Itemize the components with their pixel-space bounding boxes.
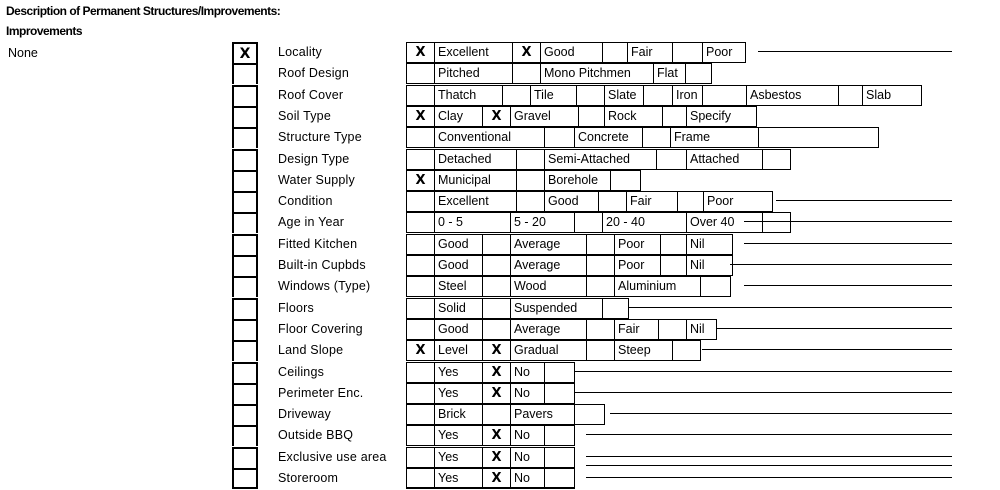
option-checkbox[interactable] bbox=[586, 276, 615, 297]
option-label: Gradual bbox=[510, 340, 587, 361]
option-label: Brick bbox=[434, 404, 483, 425]
option-label: Nil bbox=[686, 234, 733, 255]
checkbox-mark bbox=[234, 257, 256, 276]
row-checkbox[interactable] bbox=[232, 425, 258, 446]
row-label: Outside BBQ bbox=[278, 428, 354, 443]
option-checkbox[interactable] bbox=[544, 127, 575, 148]
option-checkbox[interactable] bbox=[406, 191, 435, 212]
checkbox-mark bbox=[234, 385, 256, 404]
checkbox-mark bbox=[234, 87, 256, 106]
row-checkbox[interactable] bbox=[232, 340, 258, 361]
option-checkbox[interactable] bbox=[758, 127, 879, 148]
option-label: Steel bbox=[434, 276, 483, 297]
option-label: Yes bbox=[434, 425, 483, 446]
checkbox-mark bbox=[234, 406, 256, 425]
option-checkbox[interactable] bbox=[602, 298, 629, 319]
option-label: Fair bbox=[627, 42, 673, 63]
option-checkbox[interactable]: X bbox=[406, 42, 435, 63]
option-label: Frame bbox=[670, 127, 759, 148]
form-row bbox=[0, 63, 1000, 84]
option-label: Concrete bbox=[574, 127, 643, 148]
row-checkbox[interactable] bbox=[232, 468, 258, 489]
option-checkbox[interactable] bbox=[482, 319, 511, 340]
form-row bbox=[0, 212, 1000, 233]
option-label: Good bbox=[434, 319, 483, 340]
option-checkbox[interactable] bbox=[406, 63, 435, 84]
row-checkbox[interactable] bbox=[232, 362, 258, 383]
form-row bbox=[0, 42, 1000, 63]
comment-line[interactable] bbox=[628, 307, 952, 308]
checkbox-mark bbox=[234, 214, 256, 233]
form-row bbox=[0, 425, 1000, 446]
comment-line[interactable] bbox=[574, 371, 952, 372]
option-label: 5 - 20 bbox=[510, 212, 575, 233]
checkbox-mark bbox=[234, 65, 256, 84]
option-checkbox[interactable]: X bbox=[482, 362, 511, 383]
option-label: No bbox=[510, 362, 545, 383]
form-row bbox=[0, 255, 1000, 276]
form-row bbox=[0, 340, 1000, 361]
option-label: Good bbox=[434, 255, 483, 276]
option-label: Attached bbox=[686, 149, 763, 170]
row-label: Age in Year bbox=[278, 215, 345, 230]
row-label: Windows (Type) bbox=[278, 279, 371, 294]
option-checkbox[interactable] bbox=[660, 255, 687, 276]
option-checkbox[interactable] bbox=[656, 149, 687, 170]
option-label: Fair bbox=[614, 319, 659, 340]
option-checkbox[interactable] bbox=[482, 276, 511, 297]
option-checkbox[interactable] bbox=[762, 149, 791, 170]
option-checkbox[interactable] bbox=[406, 255, 435, 276]
option-checkbox[interactable] bbox=[672, 340, 701, 361]
option-label: Excellent bbox=[434, 42, 513, 63]
option-checkbox[interactable] bbox=[502, 85, 531, 106]
option-label: Flat bbox=[653, 63, 686, 84]
option-checkbox[interactable] bbox=[574, 404, 605, 425]
option-label: Slate bbox=[604, 85, 644, 106]
option-label: 0 - 5 bbox=[434, 212, 511, 233]
option-checkbox[interactable] bbox=[574, 212, 603, 233]
option-checkbox[interactable]: X bbox=[406, 170, 435, 191]
section-subtitle: Improvements bbox=[6, 24, 83, 38]
option-checkbox[interactable] bbox=[406, 276, 435, 297]
row-checkbox[interactable] bbox=[232, 212, 258, 233]
row-label: Built-in Cupbds bbox=[278, 258, 366, 272]
option-checkbox[interactable] bbox=[672, 42, 703, 63]
checkbox-mark bbox=[234, 300, 256, 319]
option-checkbox[interactable]: X bbox=[482, 447, 511, 468]
option-checkbox[interactable] bbox=[598, 191, 627, 212]
option-label: Mono Pitchmen bbox=[540, 63, 654, 84]
row-checkbox[interactable] bbox=[232, 127, 258, 148]
option-checkbox[interactable] bbox=[512, 63, 541, 84]
option-checkbox[interactable] bbox=[482, 404, 511, 425]
form-row bbox=[0, 191, 1000, 212]
row-label: Soil Type bbox=[278, 108, 331, 123]
checkbox-mark: X bbox=[239, 45, 251, 62]
option-label: Average bbox=[510, 319, 587, 340]
row-checkbox[interactable] bbox=[232, 42, 258, 63]
option-checkbox[interactable] bbox=[482, 298, 511, 319]
option-checkbox[interactable] bbox=[516, 149, 545, 170]
option-checkbox[interactable]: X bbox=[406, 106, 435, 127]
row-checkbox[interactable] bbox=[232, 170, 258, 191]
option-label: Poor bbox=[703, 191, 773, 212]
option-checkbox[interactable]: X bbox=[482, 106, 511, 127]
option-label: Pavers bbox=[510, 404, 575, 425]
checkbox-mark bbox=[234, 151, 256, 170]
checkbox-mark bbox=[234, 278, 256, 297]
option-label: Average bbox=[510, 255, 587, 276]
row-label: Fitted Kitchen bbox=[278, 236, 358, 251]
option-label: Yes bbox=[434, 447, 483, 468]
option-label: Level bbox=[434, 340, 483, 361]
comment-line[interactable] bbox=[610, 413, 952, 414]
form-row bbox=[0, 468, 1000, 489]
checkbox-mark bbox=[234, 427, 256, 446]
option-checkbox[interactable] bbox=[406, 383, 435, 404]
row-checkbox[interactable] bbox=[232, 63, 258, 84]
option-label: Tile bbox=[530, 85, 577, 106]
row-checkbox[interactable] bbox=[232, 106, 258, 127]
option-checkbox[interactable] bbox=[700, 276, 731, 297]
option-checkbox[interactable] bbox=[586, 340, 615, 361]
option-label: Good bbox=[434, 234, 483, 255]
row-label: Roof Cover bbox=[278, 87, 344, 102]
row-label: Water Supply bbox=[278, 172, 355, 187]
option-checkbox[interactable] bbox=[610, 170, 641, 191]
comment-line[interactable] bbox=[574, 392, 952, 393]
option-label: Poor bbox=[702, 42, 746, 63]
row-label: Exclusive use area bbox=[278, 449, 387, 464]
option-checkbox[interactable] bbox=[544, 362, 575, 383]
checkbox-mark bbox=[234, 470, 256, 487]
option-checkbox[interactable] bbox=[406, 425, 435, 446]
checkbox-mark bbox=[234, 129, 256, 148]
option-checkbox[interactable] bbox=[602, 42, 628, 63]
row-label: Design Type bbox=[278, 151, 350, 166]
row-label: Condition bbox=[278, 194, 333, 209]
option-checkbox[interactable] bbox=[544, 447, 575, 468]
comment-line[interactable] bbox=[716, 328, 952, 329]
option-label: Good bbox=[544, 191, 599, 212]
option-label: Rock bbox=[604, 106, 663, 127]
comment-line[interactable] bbox=[744, 243, 952, 244]
option-checkbox[interactable] bbox=[406, 319, 435, 340]
option-label: Semi-Attached bbox=[544, 149, 657, 170]
option-checkbox[interactable] bbox=[660, 234, 687, 255]
option-checkbox[interactable] bbox=[406, 447, 435, 468]
form-row bbox=[0, 276, 1000, 297]
form-row bbox=[0, 319, 1000, 340]
form-row bbox=[0, 404, 1000, 425]
option-checkbox[interactable] bbox=[516, 191, 545, 212]
option-label: Specify bbox=[686, 106, 757, 127]
option-checkbox[interactable] bbox=[544, 468, 575, 489]
option-label: Thatch bbox=[434, 85, 503, 106]
row-label: Floors bbox=[278, 300, 314, 315]
option-checkbox[interactable] bbox=[406, 298, 435, 319]
option-checkbox[interactable] bbox=[838, 85, 863, 106]
option-label: Yes bbox=[434, 383, 483, 404]
option-label: Asbestos bbox=[746, 85, 839, 106]
option-checkbox[interactable]: X bbox=[482, 425, 511, 446]
checkbox-mark bbox=[234, 193, 256, 212]
option-label: Poor bbox=[614, 255, 661, 276]
option-checkbox[interactable] bbox=[586, 255, 615, 276]
form-row bbox=[0, 127, 1000, 148]
option-label: No bbox=[510, 468, 545, 489]
option-checkbox[interactable] bbox=[578, 106, 605, 127]
option-label: No bbox=[510, 425, 545, 446]
option-checkbox[interactable] bbox=[406, 404, 435, 425]
option-checkbox[interactable] bbox=[643, 85, 673, 106]
option-checkbox[interactable] bbox=[482, 255, 511, 276]
comment-line[interactable] bbox=[702, 349, 952, 350]
option-checkbox[interactable] bbox=[406, 212, 435, 233]
option-label: Fair bbox=[626, 191, 678, 212]
checkbox-mark bbox=[234, 172, 256, 191]
option-label: Steep bbox=[614, 340, 673, 361]
row-label: Ceilings bbox=[278, 364, 325, 379]
row-label: Storeroom bbox=[278, 471, 339, 485]
option-checkbox[interactable]: X bbox=[482, 340, 511, 361]
option-label: Excellent bbox=[434, 191, 517, 212]
option-label: Clay bbox=[434, 106, 483, 127]
comment-line[interactable] bbox=[586, 477, 952, 478]
option-label: Conventional bbox=[434, 127, 545, 148]
option-label: Yes bbox=[434, 468, 483, 489]
checkbox-mark bbox=[234, 342, 256, 361]
row-checkbox[interactable] bbox=[232, 276, 258, 297]
row-checkbox[interactable] bbox=[232, 298, 258, 319]
checkbox-mark bbox=[234, 364, 256, 383]
option-checkbox[interactable] bbox=[677, 191, 704, 212]
option-checkbox[interactable] bbox=[406, 362, 435, 383]
option-checkbox[interactable] bbox=[658, 319, 687, 340]
comment-line[interactable] bbox=[586, 456, 952, 457]
option-checkbox[interactable] bbox=[662, 106, 687, 127]
form-row bbox=[0, 170, 1000, 191]
row-label: Floor Covering bbox=[278, 321, 363, 336]
option-label: Slab bbox=[862, 85, 922, 106]
option-checkbox[interactable] bbox=[406, 468, 435, 489]
option-label: Municipal bbox=[434, 170, 517, 191]
option-checkbox[interactable] bbox=[586, 234, 615, 255]
option-label: Wood bbox=[510, 276, 587, 297]
option-checkbox[interactable] bbox=[576, 85, 605, 106]
form-row bbox=[0, 85, 1000, 106]
option-checkbox[interactable]: X bbox=[482, 468, 511, 489]
comment-line[interactable] bbox=[744, 221, 952, 222]
form-row bbox=[0, 149, 1000, 170]
comment-line[interactable] bbox=[776, 200, 952, 201]
option-checkbox[interactable] bbox=[482, 234, 511, 255]
comment-line[interactable] bbox=[744, 285, 952, 286]
row-checkbox[interactable] bbox=[232, 85, 258, 106]
option-checkbox[interactable] bbox=[762, 212, 791, 233]
option-label: Detached bbox=[434, 149, 517, 170]
row-checkbox[interactable] bbox=[232, 383, 258, 404]
option-checkbox[interactable] bbox=[544, 425, 575, 446]
option-checkbox[interactable] bbox=[406, 234, 435, 255]
option-label: Nil bbox=[686, 319, 717, 340]
form-row bbox=[0, 298, 1000, 319]
option-checkbox[interactable]: X bbox=[512, 42, 541, 63]
row-checkbox[interactable] bbox=[232, 404, 258, 425]
option-label: Borehole bbox=[544, 170, 611, 191]
form-row bbox=[0, 362, 1000, 383]
form-row bbox=[0, 447, 1000, 468]
option-label: Nil bbox=[686, 255, 733, 276]
row-label: Driveway bbox=[278, 407, 331, 422]
section-title: Description of Permanent Structures/Improvements: bbox=[6, 4, 281, 18]
row-checkbox[interactable] bbox=[232, 447, 258, 468]
row-checkbox[interactable] bbox=[232, 319, 258, 340]
checkbox-mark bbox=[234, 449, 256, 468]
option-label: Pitched bbox=[434, 63, 513, 84]
comment-line[interactable] bbox=[586, 465, 952, 466]
option-checkbox[interactable] bbox=[586, 319, 615, 340]
checkbox-mark bbox=[234, 321, 256, 340]
option-label: Good bbox=[540, 42, 603, 63]
option-label: Yes bbox=[434, 362, 483, 383]
option-label: Aluminium bbox=[614, 276, 701, 297]
option-label: 20 - 40 bbox=[602, 212, 687, 233]
row-checkbox[interactable] bbox=[232, 234, 258, 255]
option-checkbox[interactable] bbox=[406, 149, 435, 170]
row-checkbox[interactable] bbox=[232, 191, 258, 212]
improvements-value: None bbox=[8, 46, 38, 60]
option-label: No bbox=[510, 383, 545, 404]
option-checkbox[interactable]: X bbox=[482, 383, 511, 404]
option-checkbox[interactable] bbox=[406, 127, 435, 148]
row-label: Land Slope bbox=[278, 343, 344, 358]
comment-line[interactable] bbox=[586, 434, 952, 435]
option-label: Over 40 bbox=[686, 212, 763, 233]
option-label: Suspended bbox=[510, 298, 603, 319]
option-checkbox[interactable] bbox=[642, 127, 671, 148]
option-label: Solid bbox=[434, 298, 483, 319]
form-row bbox=[0, 383, 1000, 404]
option-label: No bbox=[510, 447, 545, 468]
form-row bbox=[0, 106, 1000, 127]
option-checkbox[interactable] bbox=[406, 85, 435, 106]
comment-line[interactable] bbox=[758, 51, 952, 52]
form-row bbox=[0, 234, 1000, 255]
row-checkbox[interactable] bbox=[232, 149, 258, 170]
checkbox-mark bbox=[234, 108, 256, 127]
row-checkbox[interactable] bbox=[232, 255, 258, 276]
option-label: Gravel bbox=[510, 106, 579, 127]
row-label: Locality bbox=[278, 45, 322, 59]
option-checkbox[interactable] bbox=[685, 63, 712, 84]
option-checkbox[interactable] bbox=[544, 383, 575, 404]
option-checkbox[interactable] bbox=[702, 85, 747, 106]
option-label: Average bbox=[510, 234, 587, 255]
row-label: Roof Design bbox=[278, 66, 349, 81]
comment-line[interactable] bbox=[730, 264, 952, 265]
option-checkbox[interactable]: X bbox=[406, 340, 435, 361]
row-label: Perimeter Enc. bbox=[278, 385, 364, 400]
option-checkbox[interactable] bbox=[516, 170, 545, 191]
checkbox-mark bbox=[234, 236, 256, 255]
option-label: Poor bbox=[614, 234, 661, 255]
option-label: Iron bbox=[672, 85, 703, 106]
row-label: Structure Type bbox=[278, 130, 362, 145]
